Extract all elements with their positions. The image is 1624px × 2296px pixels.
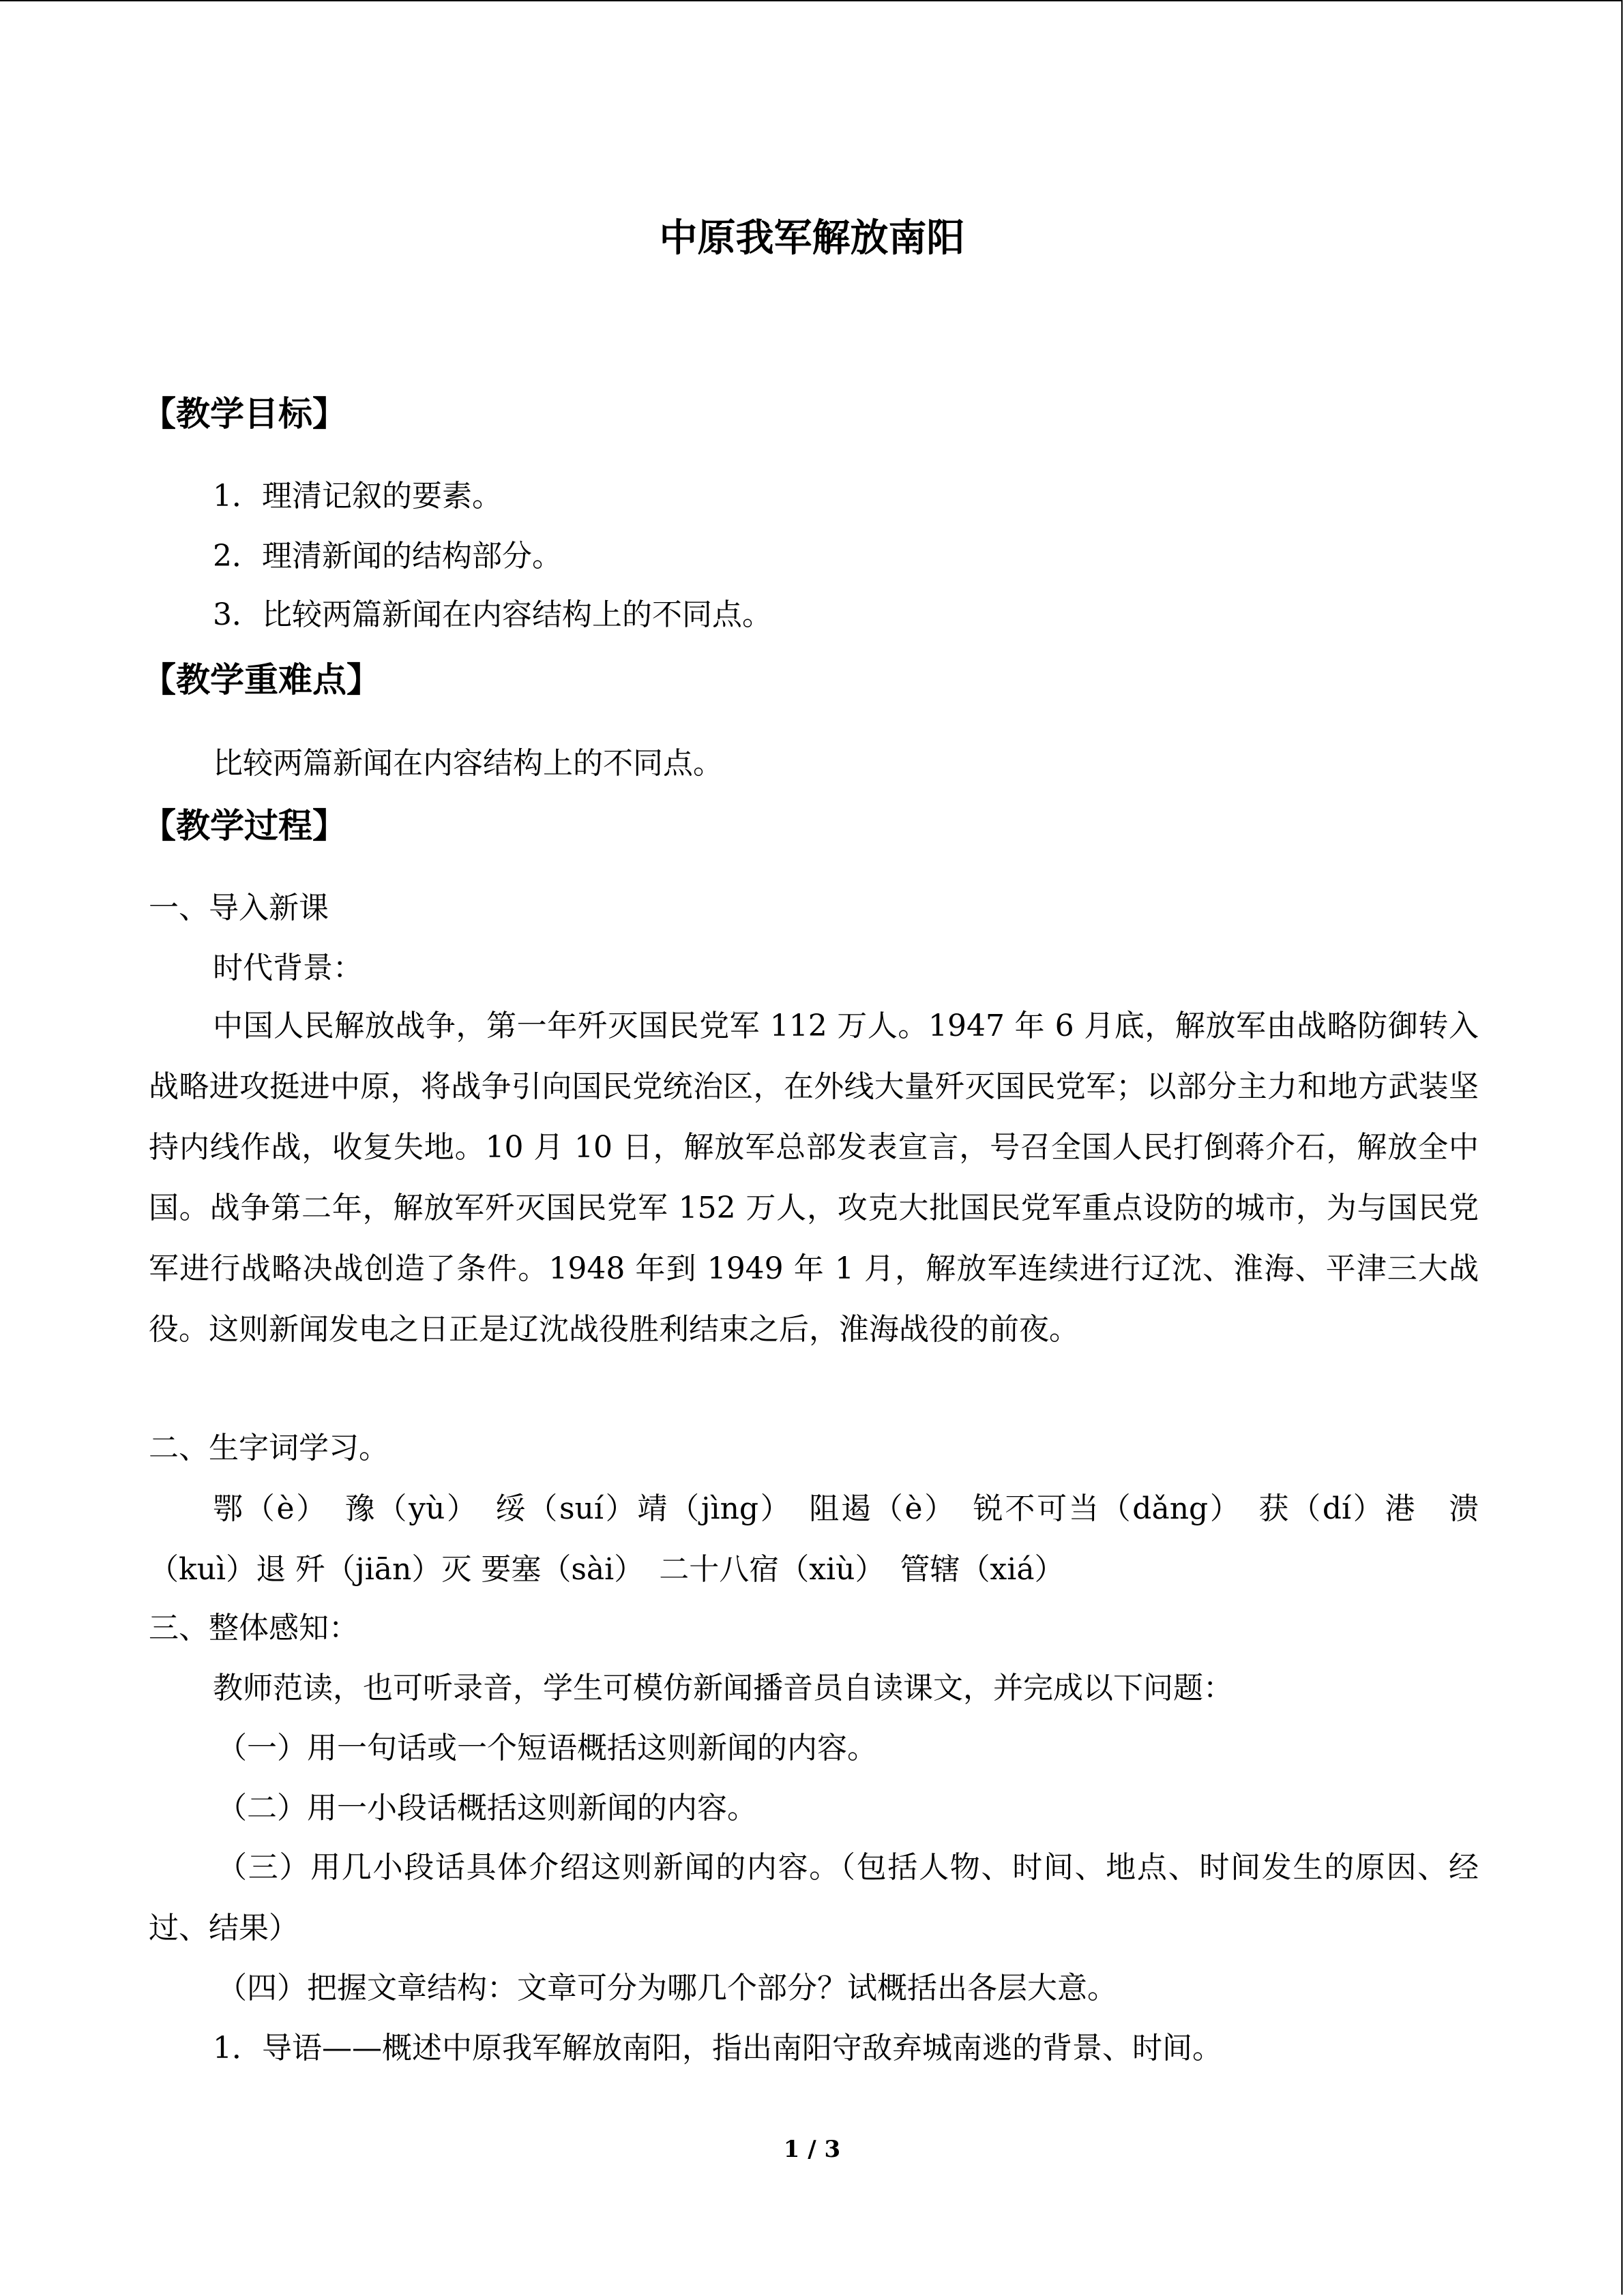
goal-item-2: 2．理清新闻的结构部分。 — [213, 539, 562, 573]
heading-key-points: 【教学重难点】 — [142, 660, 381, 700]
part2-title: 二、生字词学习。 — [149, 1431, 389, 1465]
question-2: （二）用一小段话概括这则新闻的内容。 — [217, 1791, 757, 1825]
structure-item-1: 1．导语——概述中原我军解放南阳，指出南阳守敌弃城南逃的背景、时间。 — [213, 2031, 1222, 2066]
page-number: 1 / 3 — [783, 2136, 841, 2163]
part3-title: 三、整体感知： — [149, 1611, 359, 1645]
vocabulary-list: 鄂（è） 豫（yù） 绥（suí）靖（jìng） 阻遏（è） 锐不可当（dǎng） 获（dí）港 溃（kuì）退 歼（jiān）灭 要塞（sài） 二十八宿（xiù） 管辖（xiá） — [149, 1491, 1479, 1587]
reading-instruction: 教师范读，也可听录音，学生可模仿新闻播音员自读课文，并完成以下问题： — [213, 1671, 1233, 1705]
document-title: 中原我军解放南阳 — [659, 216, 965, 260]
question-4: （四）把握文章结构：文章可分为哪几个部分？试概括出各层大意。 — [217, 1971, 1117, 2006]
key-points-text: 比较两篇新闻在内容结构上的不同点。 — [213, 746, 723, 781]
background-label: 时代背景： — [213, 951, 363, 985]
heading-teaching-process: 【教学过程】 — [142, 806, 346, 846]
part1-title: 一、导入新课 — [149, 891, 329, 925]
goal-item-1: 1．理清记叙的要素。 — [213, 479, 502, 513]
question-1: （一）用一句话或一个短语概括这则新闻的内容。 — [217, 1731, 877, 1765]
goal-item-3: 3．比较两篇新闻在内容结构上的不同点。 — [213, 597, 772, 632]
background-paragraph: 中国人民解放战争，第一年歼灭国民党军 112 万人。1947 年 6 月底，解放军由战略防御转入战略进攻挺进中原，将战争引向国民党统治区，在外线大量歼灭国民党军；以部分主力和地方武装坚持内线作战，收复失地。10 月 10 日，解放军总部发表宣言，号召全国人民打倒蒋介石，解放全中国。战争第二年，解放军歼灭国民党军 152 万人，攻克大批国民党军重点设防的城市，为与国民党军进行战略决战创造了条件。1948 年到 1949 年 1 月，解放军连续进行辽沈、淮海、平津三大战役。这则新闻发电之日正是辽沈战役胜利结束之后，淮海战役的前夜。 — [149, 1009, 1479, 1347]
heading-teaching-goals: 【教学目标】 — [142, 394, 346, 434]
question-3: （三）用几小段话具体介绍这则新闻的内容。（包括人物、时间、地点、时间发生的原因、经过、结果） — [149, 1850, 1479, 1945]
